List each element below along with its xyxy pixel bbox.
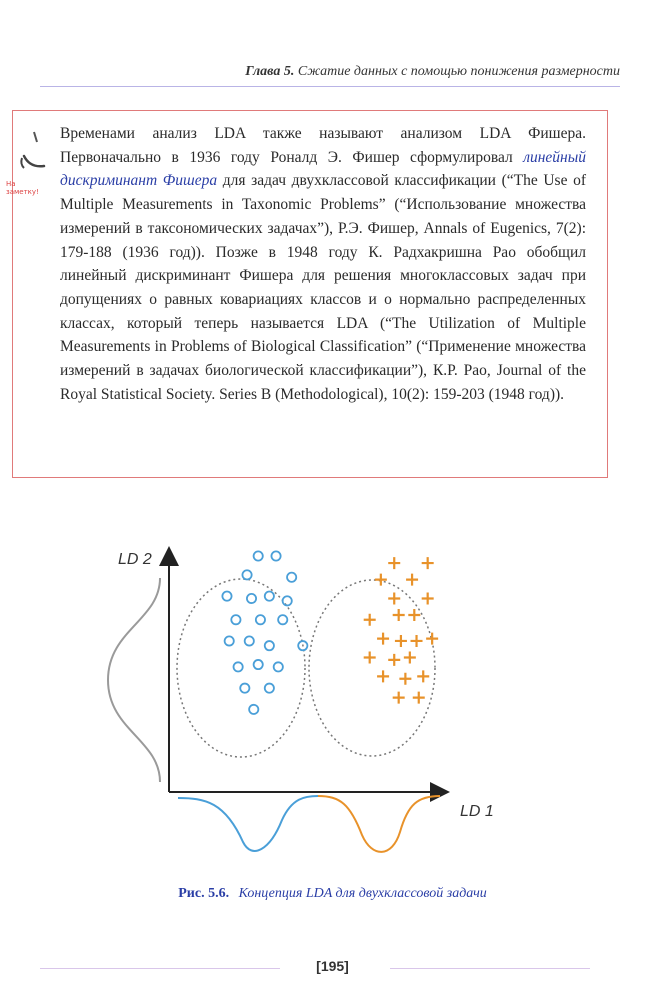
class2-point (426, 633, 438, 645)
footer-rule-right (390, 968, 590, 969)
fisher-discriminant-term: линейный дискриминант Фишера (60, 148, 586, 190)
class1-point (265, 684, 274, 693)
class1-point (265, 592, 274, 601)
lda-figure (0, 520, 665, 870)
class1-point (249, 705, 258, 714)
points-layer (222, 551, 438, 714)
class2-point (377, 633, 389, 645)
chapter-number: Глава 5. (245, 64, 295, 79)
caption-label: Рис. 5.6. (178, 886, 230, 901)
ld1-projection-curve-class2 (318, 796, 440, 852)
class1-point (234, 662, 243, 671)
class1-point (254, 660, 263, 669)
class2-point (413, 692, 425, 704)
class2-point (364, 651, 376, 663)
y-axis-label: LD 2 (118, 551, 152, 568)
page-number: [195] (316, 958, 349, 974)
caption-text: Концепция LDA для двухклассовой задачи (238, 886, 487, 901)
ld2-projection-curve (108, 578, 160, 782)
class2-point (422, 592, 434, 604)
note-text (60, 122, 586, 406)
header-rule (40, 86, 620, 87)
class2-point (388, 654, 400, 666)
class2-point (393, 609, 405, 621)
class2-point (395, 635, 407, 647)
class1-point (287, 573, 296, 582)
class1-point (256, 615, 265, 624)
class2-point (408, 609, 420, 621)
note-line-1: Временами анализ LDA также называют анализом LDA Фишера. (60, 125, 586, 142)
class2-point (404, 651, 416, 663)
class1-point (222, 592, 231, 601)
class2-point (393, 692, 405, 704)
class1-point (274, 662, 283, 671)
class2-ellipse (309, 580, 435, 756)
note-text-before: Первоначально в 1936 году Роналд Э. Фишер сформулировал (60, 148, 513, 166)
class1-point (283, 596, 292, 605)
class2-point (388, 557, 400, 569)
chapter-title: Сжатие данных с помощью понижения размерности (297, 64, 620, 79)
class2-point (399, 673, 411, 685)
class1-point (240, 684, 249, 693)
class1-point (247, 594, 256, 603)
class1-point (278, 615, 287, 624)
class2-point (417, 670, 429, 682)
class1-point (265, 641, 274, 650)
class2-point (406, 574, 418, 586)
class1-point (225, 636, 234, 645)
class1-point (231, 615, 240, 624)
class2-point (411, 635, 423, 647)
note-text-after: для задач двухклассовой классификации (“The Use of Multiple Measurements in Taxonomic Problems” (“Использование множества измерений в таксономических задачах”), Р.Э. Фишер, Annals of Eugenics, 7(2): 179-188 (1936 год)). Позже в 1948 году К. Радхакришна Рао обобщил линейный дискриминант Фишера для решения многоклассовых задач при допущениях о равных ковариациях классов и о нормально распределенных классах, который теперь называется LDA (“The Utilization of Multiple Measurements in Problems of Biological Classification” (“Применение множества измерений в задачах биологической классификации”), К.Р. Рао, Journal of the Royal Statistical Society. Series B (Methodological), 10(2): 159-203 (1948 год)). (60, 172, 586, 403)
x-axis-label: LD 1 (460, 803, 494, 820)
class2-point (422, 557, 434, 569)
figure-caption (0, 886, 665, 902)
class1-point (254, 551, 263, 560)
class2-point (377, 670, 389, 682)
pencil-note-icon (14, 128, 52, 188)
class1-point (271, 551, 280, 560)
note-icon-label: На заметку! (6, 180, 39, 196)
class1-point (242, 570, 251, 579)
running-header (40, 64, 620, 80)
class2-point (388, 592, 400, 604)
class2-point (375, 574, 387, 586)
class2-point (364, 614, 376, 626)
class1-point (245, 636, 254, 645)
ld1-projection-curve-class1 (178, 796, 318, 851)
